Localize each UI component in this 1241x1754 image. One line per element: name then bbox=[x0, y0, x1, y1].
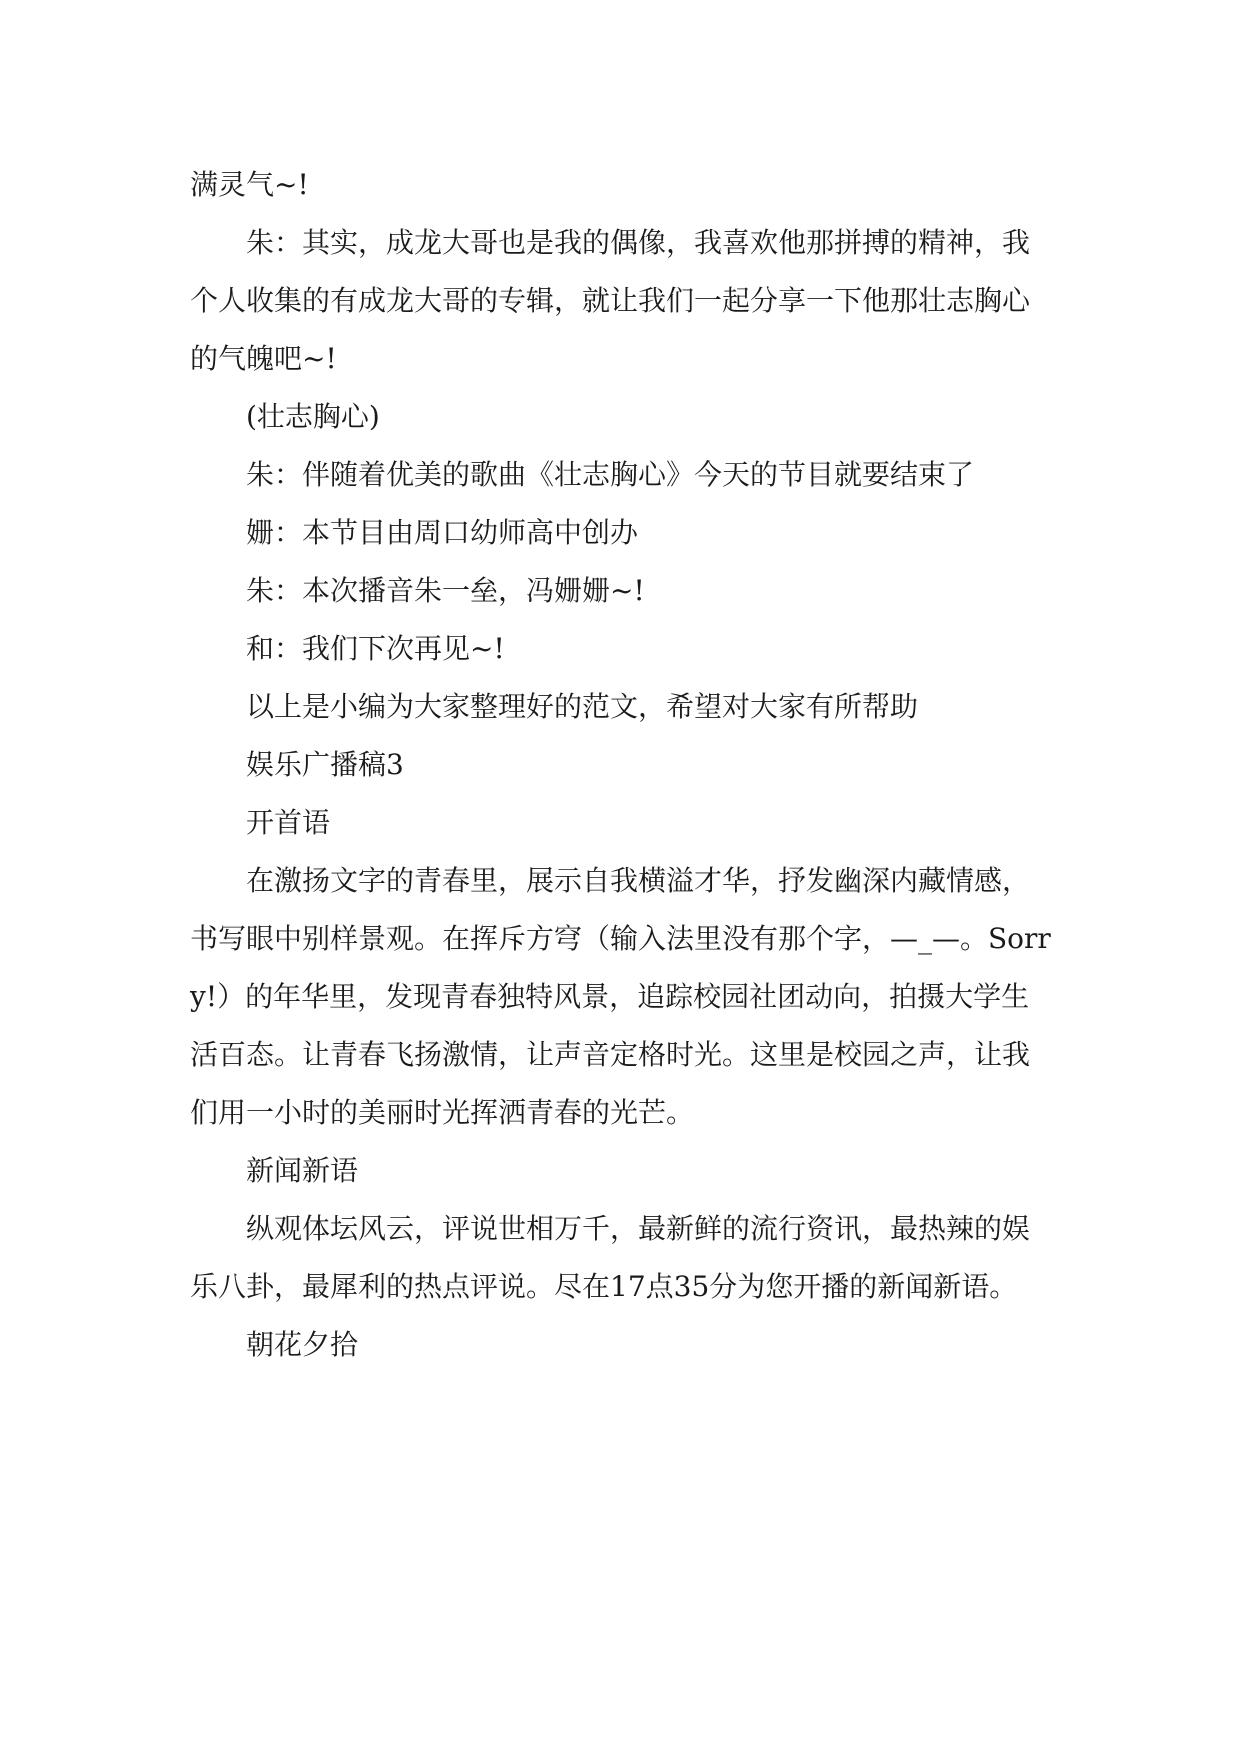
section-heading: 朝花夕拾 bbox=[246, 1328, 359, 1361]
paragraph: 在激扬文字的青春里，展示自我横溢才华，抒发幽深内藏情感，书写眼中别样景观。在挥斥方穹（输入法里没有那个字，—_—。Sorry!）的年华里，发现青春独特风景，追踪校园社团动向，拍摄大学生活百态。让青春飞扬激情，让声音定格时光。这里是校园之声，让我们用一小时的美丽时光挥洒青春的光芒。 bbox=[190, 864, 1051, 1129]
paragraph: 和：我们下次再见~! bbox=[246, 632, 505, 665]
section-heading: 开首语 bbox=[246, 806, 331, 839]
paragraph: 朱：伴随着优美的歌曲《壮志胸心》今天的节目就要结束了 bbox=[246, 458, 975, 491]
paragraph: 朱：其实，成龙大哥也是我的偶像，我喜欢他那拼搏的精神，我个人收集的有成龙大哥的专辑，就让我们一起分享一下他那壮志胸心的气魄吧~! bbox=[190, 226, 1031, 375]
document-body bbox=[190, 156, 1052, 1374]
paragraph: 纵观体坛风云，评说世相万千，最新鲜的流行资讯，最热辣的娱乐八卦，最犀利的热点评说。尽在17点35分为您开播的新闻新语。 bbox=[190, 1212, 1031, 1303]
paragraph: 以上是小编为大家整理好的范文，希望对大家有所帮助 bbox=[246, 690, 919, 723]
paragraph: (壮志胸心) bbox=[246, 400, 380, 433]
paragraph: 满灵气~! bbox=[190, 168, 309, 201]
paragraph: 朱：本次播音朱一垒，冯姗姗~! bbox=[246, 574, 645, 607]
section-heading: 新闻新语 bbox=[246, 1154, 359, 1187]
section-heading: 娱乐广播稿3 bbox=[246, 748, 404, 781]
paragraph: 姗：本节目由周口幼师高中创办 bbox=[246, 516, 639, 549]
